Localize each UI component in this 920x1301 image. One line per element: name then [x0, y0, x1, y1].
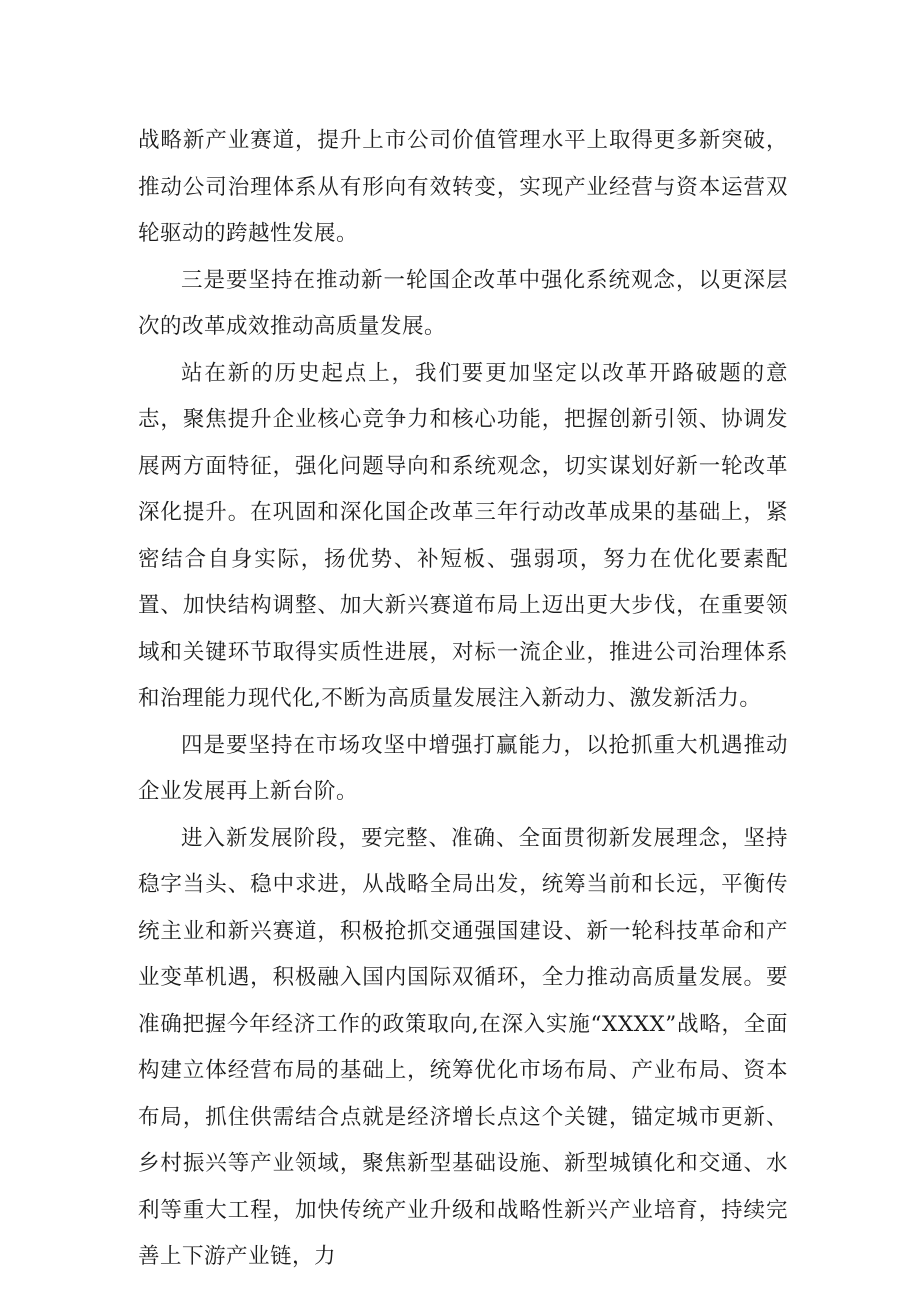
- paragraph-reform: 站在新的历史起点上，我们要更加坚定以改革开路破题的意志，聚焦提升企业核心竞争力和核心功能，把握创新引领、协调发展两方面特征，强化问题导向和系统观念，切实谋划好新一轮改革深化提升。在巩固和深化国企改革三年行动改革成果的基础上，紧密结合自身实际，扬优势、补短板、强弱项，努力在优化要素配置、加快结构调整、加大新兴赛道布局上迈出更大步伐，在重要领域和关键环节取得实质性进展，对标一流企业，推进公司治理体系和治理能力现代化,不断为高质量发展注入新动力、激发新活力。: [138, 360, 788, 711]
- paragraph-new-development: 进入新发展阶段，要完整、准确、全面贯彻新发展理念，坚持稳字当头、稳中求进，从战略全局出发，统筹当前和长远，平衡传统主业和新兴赛道，积极抢抓交通强国建设、新一轮科技革命和产业变革机遇，积极融入国内国际双循环，全力推动高质量发展。要准确把握今年经济工作的政策取向,在深入实施“XXXX”战略，全面构建立体经营布局的基础上，统筹优化市场布局、产业布局、资本布局，抓住供需结合点就是经济增长点这个关键，锚定城市更新、乡村振兴等产业领域，聚焦新型基础设施、新型城镇化和交通、水利等重大工程，加快传统产业升级和战略性新兴产业培育，持续完善上下游产业链，力: [138, 825, 788, 1269]
- document-body: [138, 118, 788, 1281]
- paragraph-continued: 战略新产业赛道，提升上市公司价值管理水平上取得更多新突破，推动公司治理体系从有形向有效转变，实现产业经营与资本运营双轮驱动的跨越性发展。: [138, 128, 788, 246]
- paragraph-point-four-heading: 四是要坚持在市场攻坚中增强打赢能力，以抢抓重大机遇推动企业发展再上新台阶。: [138, 732, 788, 804]
- paragraph-point-three-heading: 三是要坚持在推动新一轮国企改革中强化系统观念，以更深层次的改革成效推动高质量发展。: [138, 267, 788, 339]
